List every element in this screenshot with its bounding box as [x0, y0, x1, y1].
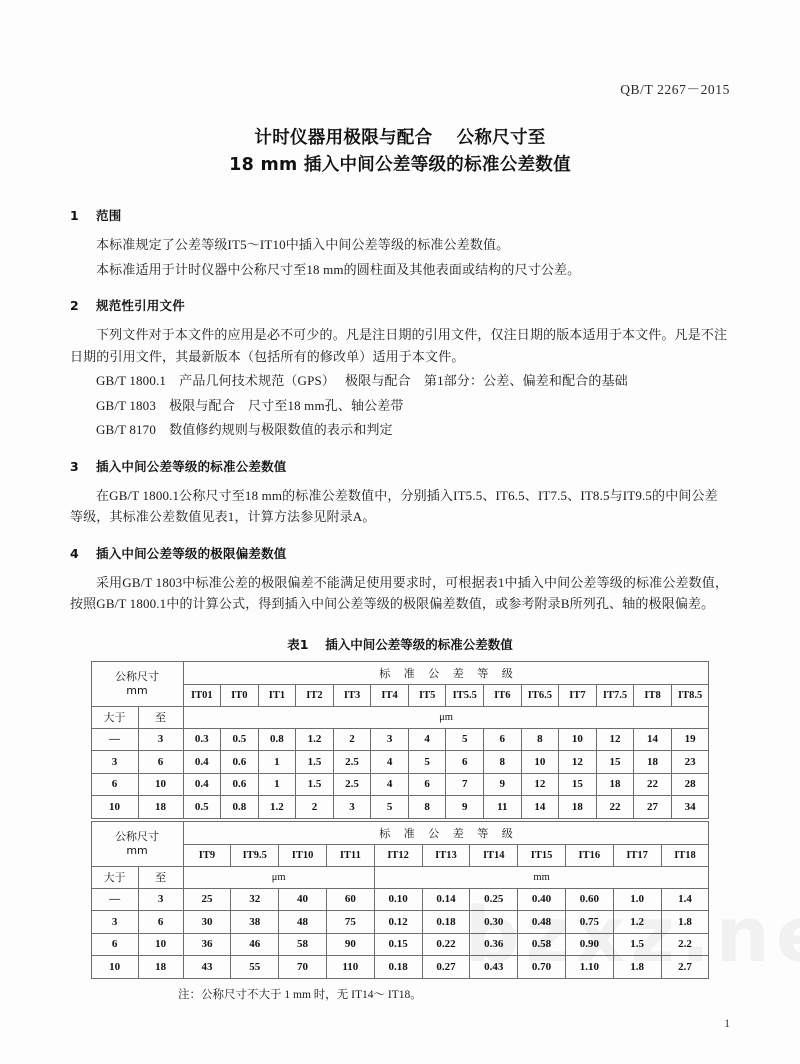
cell-IT7.5: 18 — [596, 773, 634, 796]
cell-IT11: 90 — [326, 933, 374, 956]
cell-IT1: 1.2 — [258, 796, 296, 819]
table-header-row-units — [91, 706, 709, 728]
table-row — [91, 888, 709, 911]
cell-IT8.5: 23 — [671, 751, 709, 774]
cell-IT8.5: 28 — [671, 773, 709, 796]
grade-header-IT17: IT17 — [613, 844, 661, 866]
cell-IT5: 6 — [408, 773, 446, 796]
cell-range-from: 3 — [91, 751, 138, 774]
cell-IT17: 1.8 — [613, 956, 661, 979]
cell-IT9.5: 38 — [231, 911, 279, 934]
cell-range-from: 3 — [91, 911, 138, 934]
table-header-row-band — [91, 821, 709, 844]
cell-IT6.5: 10 — [521, 751, 559, 774]
cell-IT9: 25 — [183, 888, 231, 911]
cell-IT5: 8 — [408, 796, 446, 819]
reference-item-3: GB/T 8170 数值修约规则与极限数值的表示和判定 — [96, 422, 393, 437]
title-line-2: 18 mm 插入中间公差等级的标准公差数值 — [229, 155, 571, 175]
table-note: 注：公称尺寸不大于 1 mm 时，无 IT14～ IT18。 — [178, 988, 422, 1001]
cell-range-from: — — [91, 888, 138, 911]
table-row — [91, 796, 709, 819]
clause-1-para-2: 本标准适用于计时仪器中公称尺寸至18 mm的圆柱面及其他表面或结构的尺寸公差。 — [96, 261, 581, 277]
clause-number-2: 2 — [70, 298, 79, 313]
cell-IT6.5: 8 — [521, 728, 559, 751]
table-header-row-grades — [91, 684, 709, 706]
clause-number-3: 3 — [70, 458, 79, 474]
cell-range-to: 6 — [138, 751, 183, 774]
cell-IT3: 2 — [333, 728, 371, 751]
spacer — [70, 283, 730, 296]
table-header-row-units — [91, 866, 709, 888]
nominal-size-label: 公称尺寸 — [115, 829, 160, 843]
grade-header-IT11: IT11 — [326, 844, 374, 866]
cell-IT8.5: 34 — [671, 796, 709, 819]
cell-IT8: 18 — [634, 751, 672, 774]
range-from-header: 大于 — [91, 706, 138, 728]
cell-IT9.5: 32 — [231, 888, 279, 911]
cell-IT8: 27 — [634, 796, 672, 819]
clause-number-1: 1 — [70, 208, 79, 223]
table-part-2-body — [91, 821, 709, 978]
cell-IT11: 110 — [326, 956, 374, 979]
nominal-size-unit: mm — [126, 843, 148, 857]
clause-heading-1 — [70, 206, 730, 224]
cell-IT18: 2.2 — [661, 933, 709, 956]
cell-IT14: 0.30 — [470, 911, 518, 934]
cell-IT7.5: 15 — [596, 751, 634, 774]
cell-IT10: 58 — [279, 933, 327, 956]
cell-IT17: 1.2 — [613, 911, 661, 934]
table-row — [91, 751, 709, 774]
cell-IT10: 40 — [279, 888, 327, 911]
grade-header-IT12: IT12 — [374, 844, 422, 866]
clause-number-4: 4 — [70, 545, 79, 561]
cell-IT13: 0.22 — [422, 933, 470, 956]
grade-header-IT13: IT13 — [422, 844, 470, 866]
cell-IT01: 0.5 — [183, 796, 221, 819]
cell-IT6: 8 — [484, 751, 522, 774]
cell-range-from: — — [91, 728, 138, 751]
cell-IT9.5: 55 — [231, 956, 279, 979]
nominal-size-unit: mm — [126, 683, 148, 697]
cell-IT9: 36 — [183, 933, 231, 956]
cell-IT2: 1.5 — [296, 773, 334, 796]
cell-IT9: 30 — [183, 911, 231, 934]
cell-IT1: 0.8 — [258, 728, 296, 751]
cell-IT3: 3 — [333, 796, 371, 819]
grade-band-header: 标 准 公 差 等 级 — [183, 821, 709, 844]
range-to-header: 至 — [138, 866, 183, 888]
cell-IT12: 0.10 — [374, 888, 422, 911]
cell-IT15: 0.40 — [518, 888, 566, 911]
cell-IT01: 0.4 — [183, 751, 221, 774]
cell-IT2: 2 — [296, 796, 334, 819]
cell-range-to: 18 — [138, 956, 183, 979]
cell-range-to: 10 — [138, 773, 183, 796]
grade-header-IT7: IT7 — [559, 684, 597, 706]
cell-IT7: 10 — [559, 728, 597, 751]
cell-IT18: 1.4 — [661, 888, 709, 911]
cell-range-to: 10 — [138, 933, 183, 956]
table-header-row-grades — [91, 844, 709, 866]
grade-header-IT18: IT18 — [661, 844, 709, 866]
cell-IT14: 0.25 — [470, 888, 518, 911]
grade-header-IT2: IT2 — [296, 684, 334, 706]
cell-IT15: 0.70 — [518, 956, 566, 979]
cell-IT6: 11 — [484, 796, 522, 819]
cell-IT14: 0.36 — [470, 933, 518, 956]
cell-IT17: 1.0 — [613, 888, 661, 911]
cell-IT4: 3 — [371, 728, 409, 751]
cell-IT0: 0.5 — [221, 728, 259, 751]
document-body — [70, 206, 730, 1002]
table-row — [91, 933, 709, 956]
table-row — [91, 911, 709, 934]
nominal-size-label: 公称尺寸 — [115, 669, 159, 683]
clause-title-2: 规范性引用文件 — [96, 298, 185, 313]
cell-range-from: 10 — [91, 956, 138, 979]
cell-IT0: 0.8 — [221, 796, 259, 819]
cell-IT6: 9 — [484, 773, 522, 796]
page-content-area — [70, 0, 730, 1064]
cell-IT7.5: 12 — [596, 728, 634, 751]
spacer — [70, 531, 730, 544]
grade-header-IT1: IT1 — [258, 684, 296, 706]
cell-IT7.5: 22 — [596, 796, 634, 819]
cell-IT16: 0.75 — [565, 911, 613, 934]
clause-title-1: 范围 — [96, 208, 122, 223]
cell-IT10: 48 — [279, 911, 327, 934]
cell-range-to: 3 — [138, 728, 183, 751]
clause-title-3: 插入中间公差等级的标准公差数值 — [96, 458, 287, 474]
cell-IT17: 1.5 — [613, 933, 661, 956]
cell-IT3: 2.5 — [333, 751, 371, 774]
table-row — [91, 956, 709, 979]
cell-IT5.5: 9 — [446, 796, 484, 819]
cell-IT1: 1 — [258, 751, 296, 774]
cell-range-from: 6 — [91, 933, 138, 956]
standard-number: QB/T 2267－2015 — [620, 82, 730, 97]
range-from-header: 大于 — [91, 866, 138, 888]
unit-header-μm: μm — [183, 706, 709, 728]
cell-IT14: 0.43 — [470, 956, 518, 979]
cell-range-to: 6 — [138, 911, 183, 934]
grade-header-IT6.5: IT6.5 — [521, 684, 559, 706]
cell-IT16: 1.10 — [565, 956, 613, 979]
tolerance-table-part-1 — [91, 661, 710, 819]
clause-4-para-1: 采用GB/T 1803中标准公差的极限偏差不能满足使用要求时，可根据表1中插入中间公差等级的标准公差数值，按照GB/T 1800.1中的计算公式，得到插入中间公差等级的极限偏差数值，或参考附录B所列孔、轴的极限偏差。 — [70, 574, 729, 611]
cell-IT18: 2.7 — [661, 956, 709, 979]
reference-item-2: GB/T 1803 极限与配合 尺寸至18 mm孔、轴公差带 — [96, 397, 404, 413]
cell-IT3: 2.5 — [333, 773, 371, 796]
reference-item-1: GB/T 1800.1 产品几何技术规范（GPS） 极限与配合 第1部分：公差、偏差和配合的基础 — [96, 373, 628, 388]
cell-IT5.5: 7 — [446, 773, 484, 796]
grade-header-IT5.5: IT5.5 — [446, 684, 484, 706]
table-header-row-band — [91, 661, 709, 684]
cell-IT8: 22 — [634, 773, 672, 796]
grade-header-IT15: IT15 — [518, 844, 566, 866]
cell-IT2: 1.2 — [296, 728, 334, 751]
grade-header-IT14: IT14 — [470, 844, 518, 866]
clause-1-para-1: 本标准规定了公差等级IT5～IT10中插入中间公差等级的标准公差数值。 — [96, 237, 510, 252]
cell-IT8: 14 — [634, 728, 672, 751]
cell-IT7: 18 — [559, 796, 597, 819]
cell-range-from: 6 — [91, 773, 138, 796]
grade-header-IT9: IT9 — [183, 844, 231, 866]
table-row — [91, 728, 709, 751]
cell-IT9: 43 — [183, 956, 231, 979]
cell-IT13: 0.27 — [422, 956, 470, 979]
cell-IT16: 0.60 — [565, 888, 613, 911]
grade-header-IT4: IT4 — [371, 684, 409, 706]
grade-header-IT5: IT5 — [408, 684, 446, 706]
grade-header-IT0: IT0 — [221, 684, 259, 706]
cell-IT10: 70 — [279, 956, 327, 979]
cell-IT7: 15 — [559, 773, 597, 796]
cell-IT4: 4 — [371, 773, 409, 796]
cell-IT8.5: 19 — [671, 728, 709, 751]
cell-IT4: 4 — [371, 751, 409, 774]
grade-header-IT7.5: IT7.5 — [596, 684, 634, 706]
tolerance-table-part-2 — [91, 821, 710, 979]
grade-band-header: 标 准 公 差 等 级 — [183, 661, 709, 684]
cell-IT15: 0.48 — [518, 911, 566, 934]
cell-IT5.5: 6 — [446, 751, 484, 774]
clause-heading-2 — [70, 296, 730, 314]
grade-header-IT01: IT01 — [183, 684, 221, 706]
cell-IT12: 0.15 — [374, 933, 422, 956]
page-number: 1 — [724, 1018, 730, 1030]
range-to-header: 至 — [138, 706, 183, 728]
cell-IT12: 0.18 — [374, 956, 422, 979]
clause-2-para-1: 下列文件对于本文件的应用是必不可少的。凡是注日期的引用文件，仅注日期的版本适用于本文件。凡是不注日期的引用文件，其最新版本（包括所有的修改单）适用于本文件。 — [70, 327, 728, 364]
cell-IT6: 6 — [484, 728, 522, 751]
cell-IT1: 1 — [258, 773, 296, 796]
unit-header-mm: mm — [374, 866, 709, 888]
grade-header-IT8: IT8 — [634, 684, 672, 706]
cell-IT4: 5 — [371, 796, 409, 819]
cell-IT12: 0.12 — [374, 911, 422, 934]
cell-IT01: 0.3 — [183, 728, 221, 751]
clause-heading-3 — [70, 457, 730, 475]
cell-IT11: 75 — [326, 911, 374, 934]
grade-header-IT16: IT16 — [565, 844, 613, 866]
clause-title-4: 插入中间公差等级的极限偏差数值 — [96, 545, 287, 561]
cell-IT5: 4 — [408, 728, 446, 751]
cell-IT6.5: 14 — [521, 796, 559, 819]
cell-IT11: 60 — [326, 888, 374, 911]
grade-header-IT3: IT3 — [333, 684, 371, 706]
cell-IT16: 0.90 — [565, 933, 613, 956]
cell-range-to: 3 — [138, 888, 183, 911]
table-part-1-body — [91, 661, 709, 818]
cell-IT5.5: 5 — [446, 728, 484, 751]
unit-header-μm: μm — [183, 866, 374, 888]
clause-heading-4 — [70, 544, 730, 562]
cell-IT01: 0.4 — [183, 773, 221, 796]
nominal-size-header — [91, 821, 183, 866]
cell-IT5: 5 — [408, 751, 446, 774]
table-caption: 表1 插入中间公差等级的标准公差数值 — [287, 636, 513, 652]
cell-IT13: 0.18 — [422, 911, 470, 934]
cell-IT18: 1.8 — [661, 911, 709, 934]
clause-3-para-1: 在GB/T 1800.1公称尺寸至18 mm的标准公差数值中，分别插入IT5.5、IT6.5、IT7.5、IT8.5与IT9.5的中间公差等级，其标准公差数值见表1，计算方法参见附录A。 — [70, 487, 718, 524]
cell-IT13: 0.14 — [422, 888, 470, 911]
cell-IT6.5: 12 — [521, 773, 559, 796]
cell-IT0: 0.6 — [221, 751, 259, 774]
title-line-1: 计时仪器用极限与配合 公称尺寸至 — [254, 128, 546, 148]
grade-header-IT9.5: IT9.5 — [231, 844, 279, 866]
grade-header-IT8.5: IT8.5 — [671, 684, 709, 706]
table-row — [91, 773, 709, 796]
cell-IT2: 1.5 — [296, 751, 334, 774]
cell-range-to: 18 — [138, 796, 183, 819]
nominal-size-header — [91, 661, 183, 706]
spacer — [70, 444, 730, 457]
page-title — [70, 125, 730, 179]
cell-range-from: 10 — [91, 796, 138, 819]
cell-IT0: 0.6 — [221, 773, 259, 796]
cell-IT15: 0.58 — [518, 933, 566, 956]
cell-IT7: 12 — [559, 751, 597, 774]
grade-header-IT10: IT10 — [279, 844, 327, 866]
grade-header-IT6: IT6 — [484, 684, 522, 706]
cell-IT9.5: 46 — [231, 933, 279, 956]
